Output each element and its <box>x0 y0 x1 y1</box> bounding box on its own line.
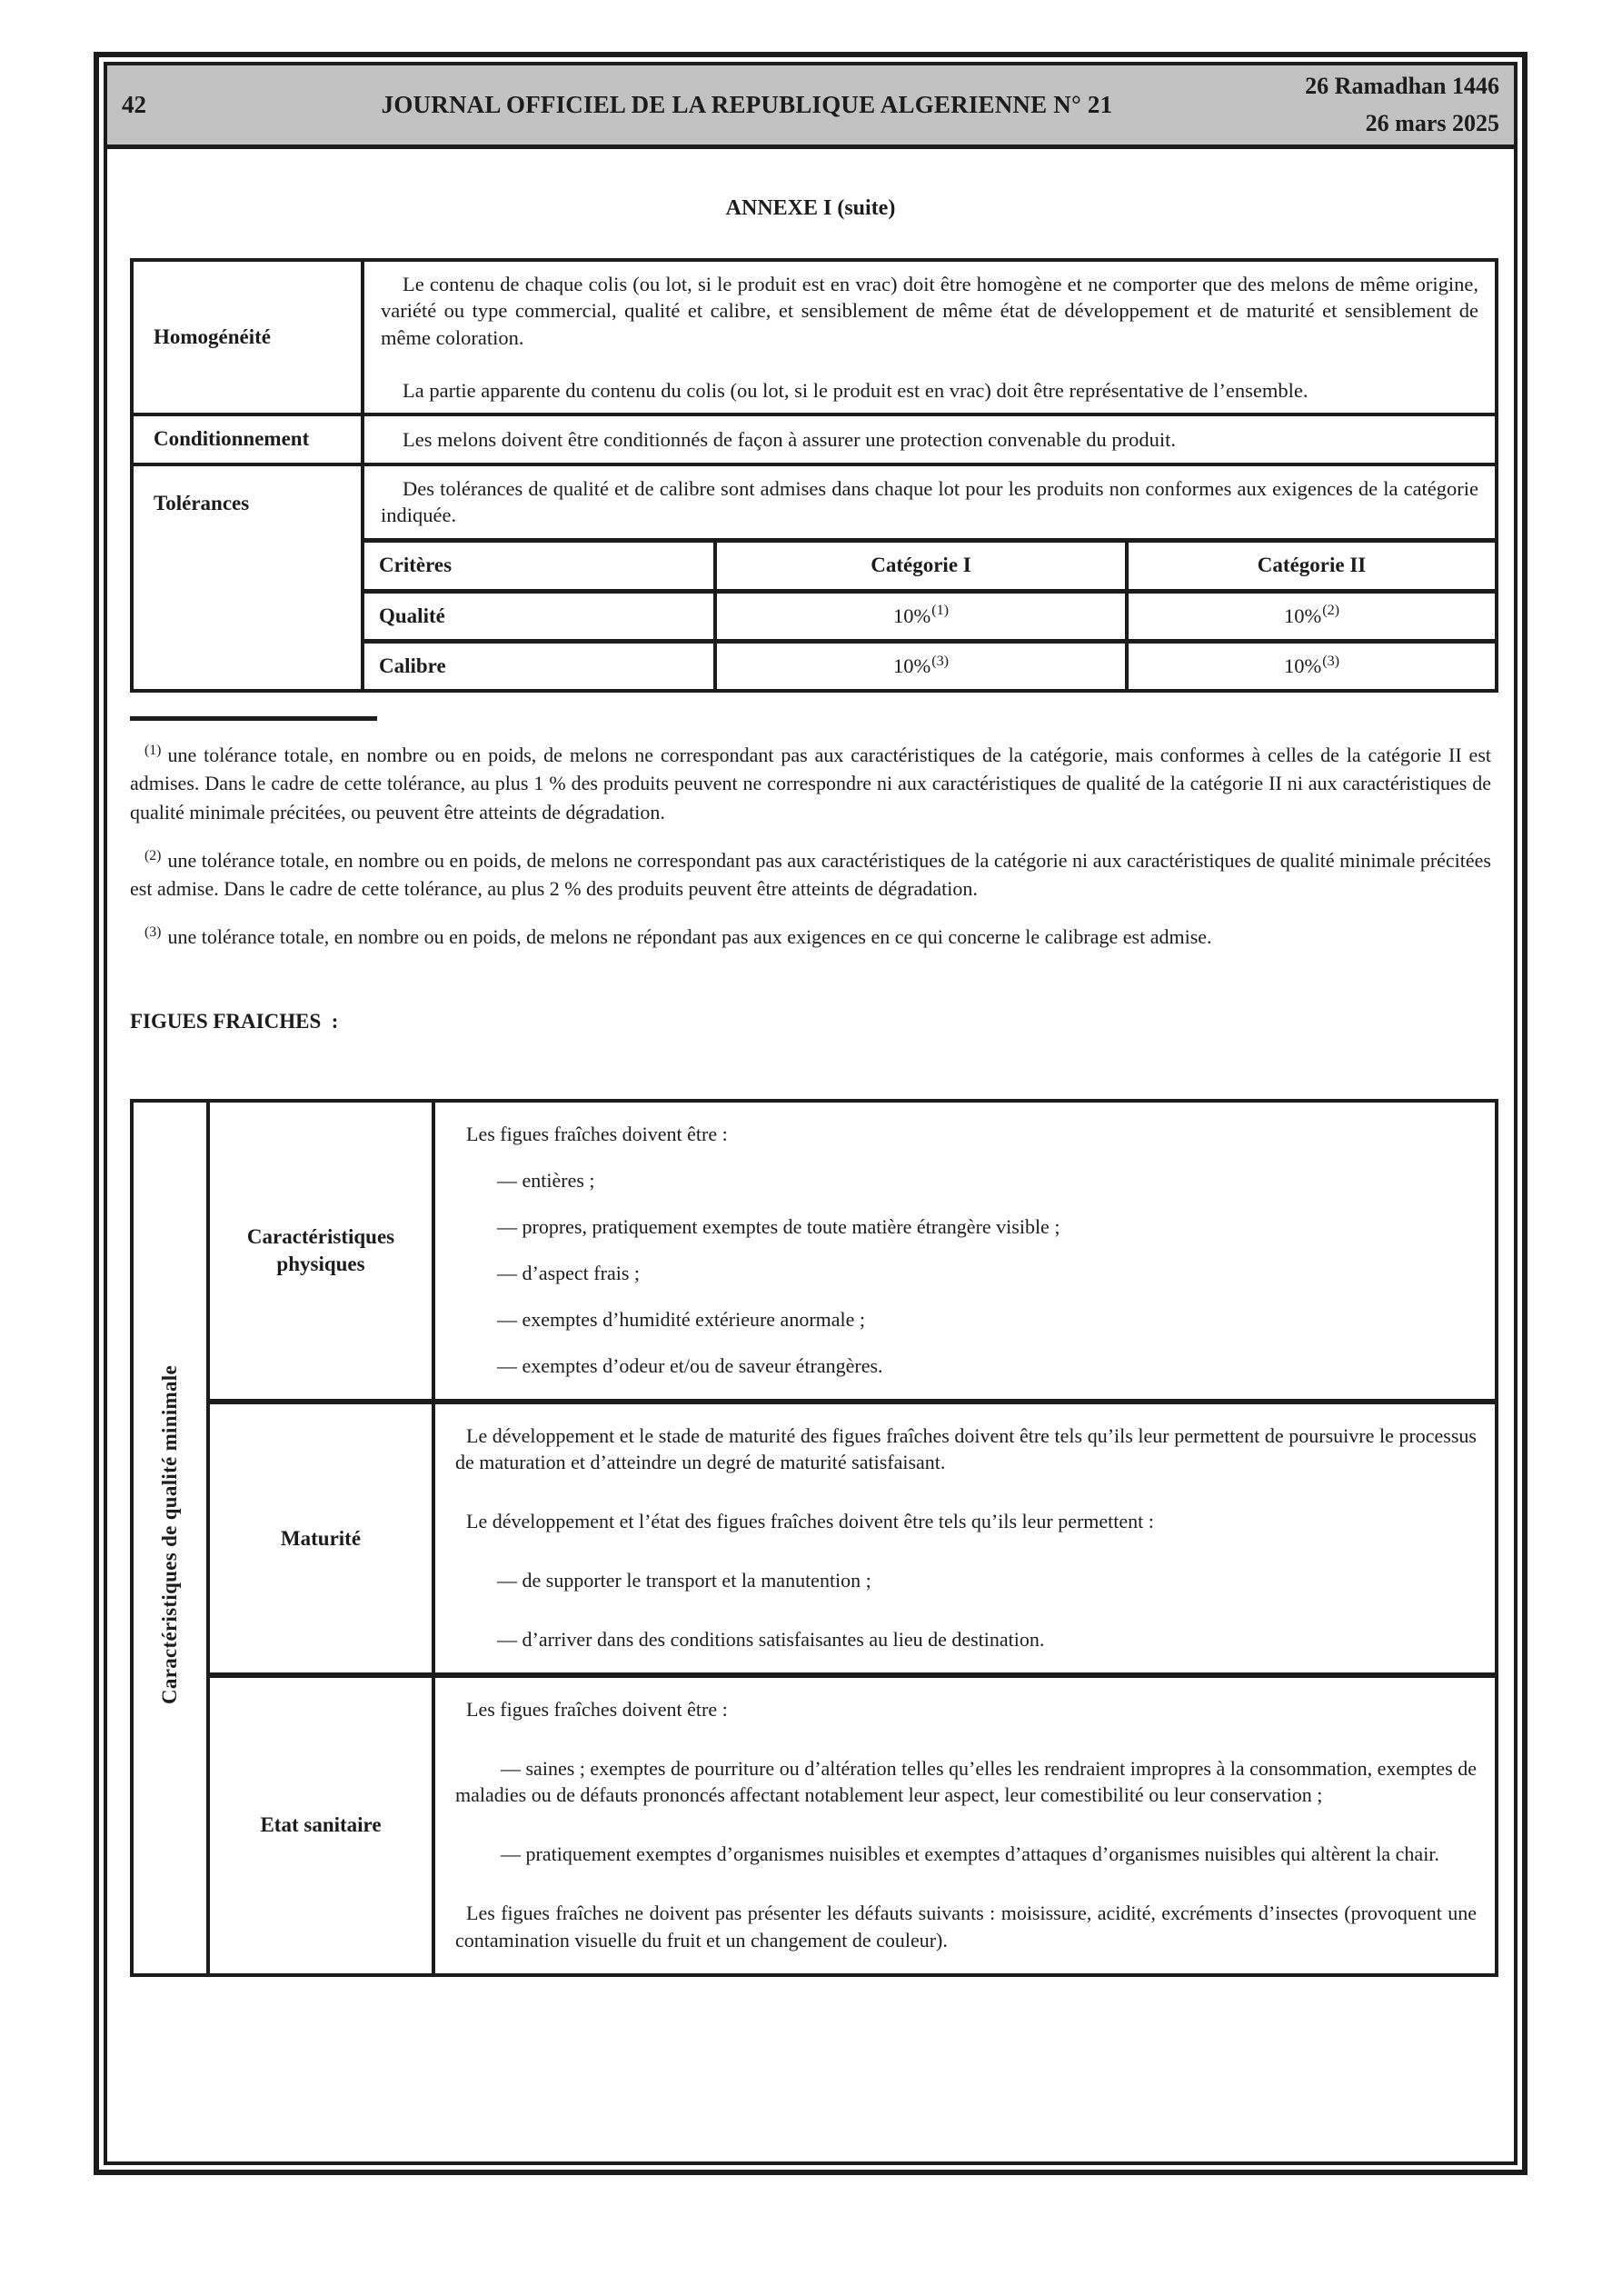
qualite-cat2-value <box>1127 591 1497 641</box>
page-inner-frame <box>104 62 1518 2165</box>
footnote-2-text: une tolérance totale, en nombre ou en poids, de melons ne correspondant pas aux caractéristiques de la catégorie ni aux caractéristiques de qualité minimale précitées est admise. Dans le cadre de cette tolérance, au plus 2 % des produits peuvent être atteints de dégradation. <box>130 848 1491 901</box>
physiques-item-4: — exemptes d’humidité extérieure anormale ; <box>497 1308 866 1332</box>
page-content <box>107 149 1514 1977</box>
qualite-cat2-percent: 10% <box>1283 604 1322 627</box>
calibre-cat2-value <box>1127 641 1497 691</box>
row-conditionnement <box>132 414 1497 464</box>
calibre-cat2-percent: 10% <box>1283 654 1322 678</box>
qualite-cat1-percent: 10% <box>892 604 931 627</box>
row-etat-sanitaire <box>132 1675 1497 1974</box>
side-label: Caractéristiques de qualité minimale <box>157 1364 181 1704</box>
page-frame <box>94 52 1527 2175</box>
homogeneite-text-cell <box>363 260 1497 415</box>
maturite-text-cell <box>433 1402 1497 1675</box>
qualite-cat1-value <box>715 591 1127 641</box>
footnote-2-marker: (2) <box>144 847 162 863</box>
row-tolerances-intro <box>132 464 1497 541</box>
physiques-item-5: — exemptes d’odeur et/ou de saveur étrangères. <box>497 1354 883 1378</box>
footnote-3-text: une tolérance totale, en nombre ou en poids, de melons ne répondant pas aux exigences en ce qui concerne le calibrage est admise. <box>167 925 1212 949</box>
homogeneite-para-2: La partie apparente du contenu du colis (ou lot, si le produit est en vrac) doit être représentative de l’ensemble. <box>403 378 1309 402</box>
homogeneite-label: Homogénéité <box>132 260 363 415</box>
figues-heading: FIGUES FRAICHES : <box>130 1009 339 1033</box>
qualite-cat2-note: (2) <box>1322 602 1340 619</box>
conditionnement-label: Conditionnement <box>132 414 363 464</box>
date-gregorian: 26 mars 2025 <box>1365 109 1499 136</box>
row-maturite <box>132 1402 1497 1675</box>
footnote-3 <box>130 923 1491 951</box>
physiques-item-2: — propres, pratiquement exemptes de toute matière étrangère visible ; <box>497 1215 1060 1239</box>
calibre-cat1-percent: 10% <box>892 654 931 678</box>
tolerances-label: Tolérances <box>132 464 363 691</box>
date-hijri: 26 Ramadhan 1446 <box>1305 73 1499 100</box>
calibre-cat1-note: (3) <box>931 652 950 669</box>
side-label-cell <box>132 1101 208 1975</box>
header-dates <box>1254 68 1499 142</box>
col-header-criteres: Critères <box>363 541 715 591</box>
calibre-label: Calibre <box>363 641 715 691</box>
maturite-para-1: Le développement et le stade de maturité des figues fraîches doivent être tels qu’ils leur permettent de poursuivre le processus de maturation et d’atteindre un degré de maturité satisfaisant. <box>455 1424 1477 1474</box>
physiques-item-1: — entières ; <box>497 1169 595 1193</box>
etat-intro: Les figues fraîches doivent être : <box>466 1698 728 1722</box>
footnote-1-marker: (1) <box>144 742 162 758</box>
qualite-label: Qualité <box>363 591 715 641</box>
physiques-text-cell <box>433 1101 1497 1402</box>
physiques-label: Caractéristiques physiques <box>208 1101 433 1402</box>
footnote-3-marker: (3) <box>144 924 162 941</box>
maturite-item-2: — d’arriver dans des conditions satisfaisantes au lieu de destination. <box>497 1628 1045 1652</box>
maturite-item-1: — de supporter le transport et la manutention ; <box>497 1569 871 1592</box>
melons-table <box>130 258 1498 694</box>
row-caracteristiques-physiques <box>132 1101 1497 1402</box>
etat-sanitaire-text-cell <box>433 1675 1497 1974</box>
tolerances-intro-cell <box>363 464 1497 541</box>
qualite-cat1-note: (1) <box>931 602 950 619</box>
annexe-title: ANNEXE I (suite) <box>725 196 896 220</box>
footnote-1-text: une tolérance totale, en nombre ou en poids, de melons ne correspondant pas aux caractéristiques de la catégorie, mais conformes à celles de la catégorie II est admises. Dans le cadre de cette tolérance, au plus 1 % des produits peuvent ne correspondre ni aux caractéristiques de qualité de la catégorie II ni aux caractéristiques de qualité minimale précitées, ou peuvent être atteints de dégradation. <box>130 744 1491 824</box>
tolerances-intro: Des tolérances de qualité et de calibre sont admises dans chaque lot pour les produits non conformes aux exigences de la catégorie indiquée. <box>381 476 1479 527</box>
physiques-intro: Les figues fraîches doivent être : <box>466 1123 728 1145</box>
etat-item-2: — pratiquement exemptes d’organismes nuisibles et exemptes d’attaques d’organismes nuisibles qui altèrent la chair. <box>501 1842 1439 1866</box>
maturite-para-2: Le développement et l’état des figues fraîches doivent être tels qu’ils leur permettent : <box>466 1510 1154 1533</box>
calibre-cat2-note: (3) <box>1322 652 1340 669</box>
row-homogeneite <box>132 260 1497 415</box>
etat-sanitaire-label: Etat sanitaire <box>208 1675 433 1974</box>
conditionnement-para: Les melons doivent être conditionnés de façon à assurer une protection convenable du produit. <box>403 427 1176 451</box>
col-header-categorie-1: Catégorie I <box>715 541 1127 591</box>
figues-table <box>130 1099 1498 1977</box>
calibre-cat1-value <box>715 641 1127 691</box>
page-header <box>107 65 1514 149</box>
etat-item-1: — saines ; exemptes de pourriture ou d’altération telles qu’elles les rendraient impropres à la consommation, exemptes de maladies ou de défauts prononcés affectant notablement leur aspect, leur comestibilité ou leur conservation ; <box>455 1757 1477 1807</box>
etat-para-final: Les figues fraîches ne doivent pas présenter les défauts suivants : moisissure, acidité, excréments d’insectes (provoquent une contamination visuelle du fruit et un changement de couleur). <box>455 1902 1477 1952</box>
conditionnement-text-cell <box>363 414 1497 464</box>
page-number: 42 <box>122 91 146 118</box>
footnote-1 <box>130 741 1491 826</box>
physiques-item-3: — d’aspect frais ; <box>497 1262 640 1285</box>
maturite-label: Maturité <box>208 1402 433 1675</box>
journal-title: JOURNAL OFFICIEL DE LA REPUBLIQUE ALGERIENNE N° 21 <box>381 91 1113 118</box>
homogeneite-para-1: Le contenu de chaque colis (ou lot, si le produit est en vrac) doit être homogène et ne comporter que des melons de même origine, variété ou type commercial, qualité et calibre, et sensiblement de même état de développement et de maturité et sensiblement de même coloration. <box>381 272 1479 350</box>
footnote-2 <box>130 846 1491 903</box>
col-header-categorie-2: Catégorie II <box>1127 541 1497 591</box>
footnote-separator <box>130 716 377 721</box>
